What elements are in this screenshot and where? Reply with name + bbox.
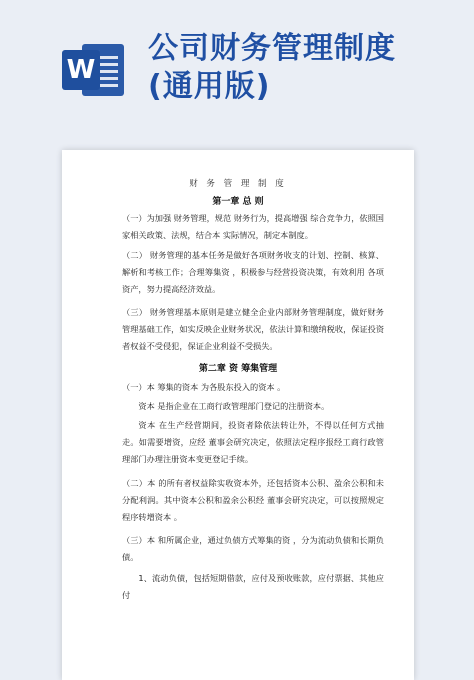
paragraph-3: （三） 财务管理基本原则是建立健全企业内部财务管理制度，做好财务管理基础工作，如实反映企业财务状况，依法计算和缴纳税收，保证投资者权益不受侵犯，保证企业利益不受损失。 — [122, 307, 385, 351]
document-title: 财 务 管 理 制 度 — [189, 179, 287, 189]
word-document-icon — [62, 40, 126, 98]
chapter-2-heading: 第二章 资 筹集管理 — [198, 364, 278, 374]
paragraph-6: 资本 在生产经营期间，投资者除依法转让外，不得以任何方式抽走。如需要增资，应经 董事会研究决定，依照法定程序报经工商行政管理部门办理注册资本变更登记手续。 — [122, 420, 384, 464]
title-line-1: 公司财务管理制度 — [148, 31, 396, 66]
header — [0, 0, 474, 118]
word-logo-badge: W — [62, 50, 100, 90]
page-title — [148, 30, 396, 106]
paragraph-9: 1、流动负债，包括短期借款，应付及预收账款，应付票据、其他应付 — [122, 573, 384, 600]
chapter-1-heading: 第一章 总 则 — [212, 197, 264, 207]
title-line-2: (通用版) — [148, 69, 271, 104]
paragraph-7: （二）本 的所有者权益除实收资本外，还包括资本公积、盈余公积和未分配利润。其中资本公积和盈余公积经 董事会研究决定，可以按照规定程序转增资本 。 — [122, 478, 384, 522]
paragraph-1: （一）为加强 财务管理，规范 财务行为，提高增强 综合竞争力，依照国家相关政策、法规，结合本 实际情况，制定本制度。 — [122, 213, 384, 240]
paragraph-5: 资本 是指企业在工商行政管理部门登记的注册资本。 — [138, 401, 330, 411]
paragraph-8: （三）本 和所属企业，通过负债方式筹集的资 ，分为流动负债和长期负债。 — [122, 535, 384, 562]
document-page — [62, 150, 414, 680]
paragraph-4: （一）本 筹集的资本 为各股东投入的资本 。 — [122, 382, 286, 392]
paragraph-2: （二） 财务管理的基本任务是做好各项财务收支的计划、控制、核算、解析和考核工作；合理筹集资 ，积极参与经营投资决策，有效利用 各项资产，努力提高经济效益。 — [122, 250, 384, 294]
